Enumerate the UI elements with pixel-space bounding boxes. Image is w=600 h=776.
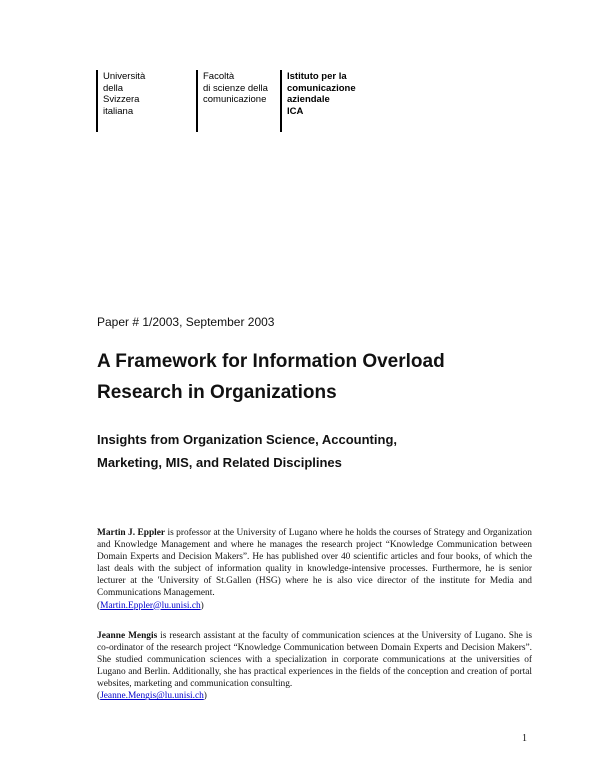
author-bio-text: is research assistant at the faculty of communication sciences at the University of Lugano. She is co-ordinator of the research project “Knowledge Communication between Domain Experts and Decision Makers”. She studied communication sciences with a specialization in corporate communications at the universities of Lugano and Berlin. Additionally, she has practical experiences in the fields of the conception and creation of portal websites, marketing and communication consulting. [97, 631, 532, 690]
author-name: Martin J. Eppler [97, 528, 166, 538]
author-email-link[interactable]: Martin.Eppler@lu.unisi.ch [100, 600, 201, 611]
paper-number: Paper # 1/2003, September 2003 [97, 315, 275, 329]
author-email-link[interactable]: Jeanne.Mengis@lu.unisi.ch [100, 691, 204, 702]
university-name: Università della Svizzera italiana [103, 71, 146, 117]
header-rule-3 [280, 70, 282, 132]
author-bio-eppler: Martin J. Eppler is professor at the University of Lugano where he holds the courses of Strategy and Organization and Knowledge Management and where he manages the research project “Knowledge Communication between Domain Experts and Decision Makers”. He has published over 40 scientific articles and four books, of which the last deals with the subject of information quality in knowledge-intensive processes. Furthermore, he is senior lecturer at the 'University of St.Gallen (HSG) where he is also vice director of the institute for Media and Communications Management. (Martin.Eppler@lu.unisi.ch) [97, 528, 532, 611]
header-rule-2 [196, 70, 198, 132]
paper-title: A Framework for Information Overload Research in Organizations [97, 351, 445, 403]
author-bio-text: is professor at the University of Lugano where he holds the courses of Strategy and Organization and Knowledge Management and where he manages the research project “Knowledge Communication between Domain Experts and Decision Makers”. He has published over 40 scientific articles and four books, of which the last deals with the subject of information quality in knowledge-intensive processes. Furthermore, he is senior lecturer at the 'University of St.Gallen (HSG) where he is also vice director of the institute for Media and Communications Management. [97, 528, 532, 599]
header-rule-1 [96, 70, 98, 132]
institute-name: Istituto per la comunicazione aziendale ICA [287, 71, 356, 117]
author-bio-mengis: Jeanne Mengis is research assistant at the faculty of communication sciences at the University of Lugano. She is co-ordinator of the research project “Knowledge Communication between Domain Experts and Decision Makers”. She studied communication sciences with a specialization in corporate communications at the universities of Lugano and Berlin. Additionally, she has practical experiences in the fields of the conception and creation of portal websites, marketing and communication consulting. (Jeanne.Mengis@lu.unisi.ch) [97, 631, 532, 702]
paper-subtitle: Insights from Organization Science, Accounting, Marketing, MIS, and Related Disciplines [97, 432, 397, 470]
page-number: 1 [522, 733, 527, 744]
faculty-name: Facoltà di scienze della comunicazione [203, 71, 268, 105]
author-name: Jeanne Mengis [97, 631, 158, 641]
